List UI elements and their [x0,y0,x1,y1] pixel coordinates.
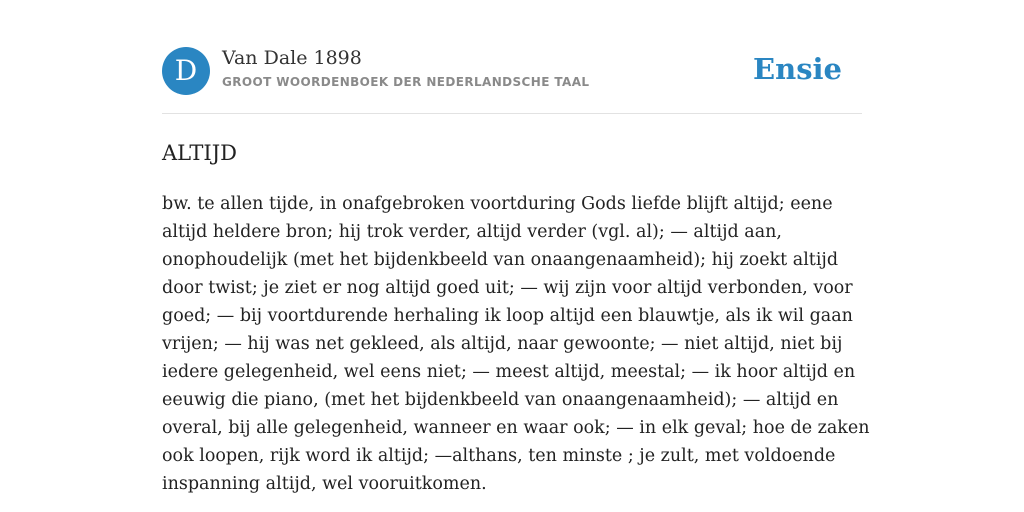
definition-line: iedere gelegenheid, wel eens niet; — meest altijd, meestal; — ik hoor altijd en [162,362,856,382]
definition-line: altijd heldere bron; hij trok verder, altijd verder (vgl. al); — altijd aan, [162,222,782,242]
ensie-logo[interactable]: Ensie [753,52,842,86]
source-subtitle: GROOT WOORDENBOEK DER NEDERLANDSCHE TAAL [222,75,590,89]
source-title[interactable]: Van Dale 1898 [222,47,362,69]
definition-line: bw. te allen tijde, in onafgebroken voortduring Gods liefde blijft altijd; eene [162,194,833,214]
source-avatar[interactable]: D [162,47,210,95]
definition-line: inspanning altijd, wel vooruitkomen. [162,474,487,494]
definition-line: onophoudelijk (met het bijdenkbeeld van onaangenaamheid); hij zoekt altijd [162,250,839,270]
definition-line: overal, bij alle gelegenheid, wanneer en waar ook; — in elk geval; hoe de zaken [162,418,870,438]
page-title: ALTIJD [162,141,237,165]
entry-card [162,0,870,512]
header-divider [162,113,862,114]
definition-line: eeuwig die piano, (met het bijdenkbeeld van onaangenaamheid); — altijd en [162,390,839,410]
source-header [162,47,862,95]
definition-text [162,190,870,498]
definition-line: door twist; je ziet er nog altijd goed uit; — wij zijn voor altijd verbonden, voor [162,278,853,298]
definition-line: ook loopen, rijk word ik altijd; —althans, ten minste ; je zult, met voldoende [162,446,836,466]
definition-line: vrijen; — hij was net gekleed, als altijd, naar gewoonte; — niet altijd, niet bij [162,334,843,354]
definition-line: goed; — bij voortdurende herhaling ik loop altijd een blauwtje, als ik wil gaan [162,306,853,326]
